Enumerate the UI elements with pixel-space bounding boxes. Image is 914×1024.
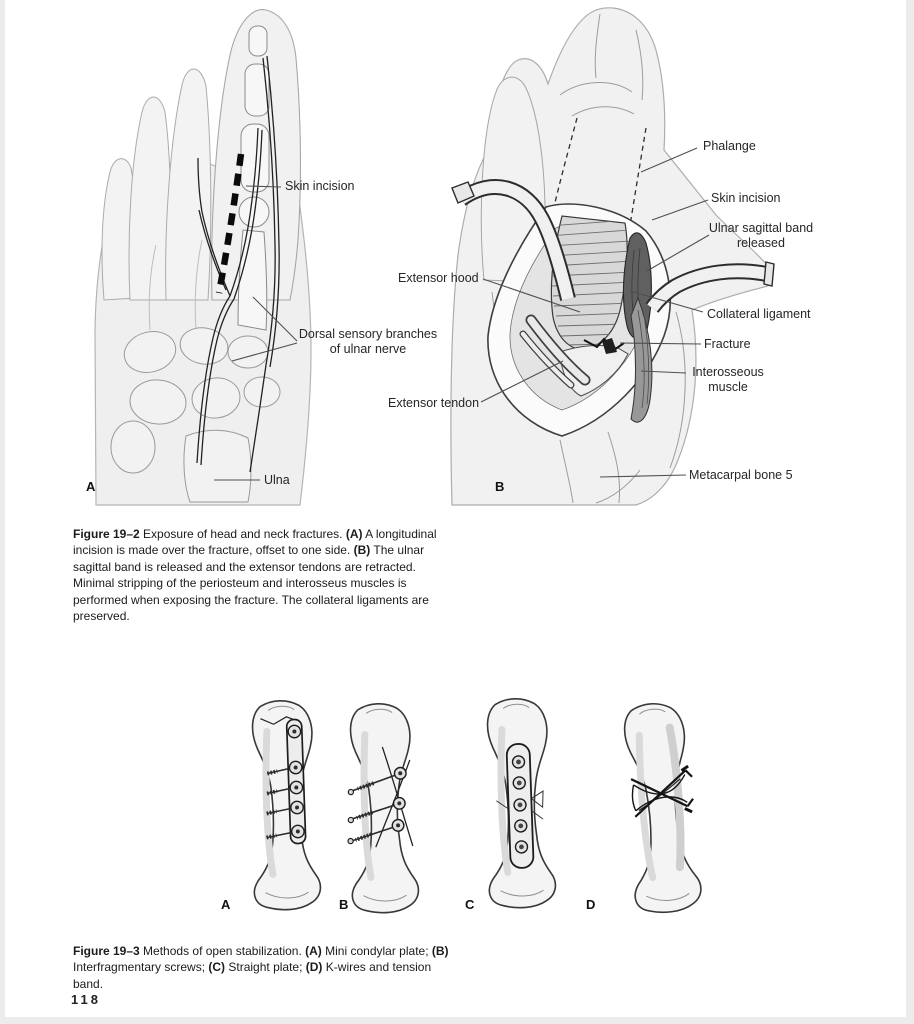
label-fracture: Fracture	[704, 337, 751, 351]
label-ulnar-sagittal-band: Ulnar sagittal band released	[708, 221, 814, 250]
label-skin-incision-b: Skin incision	[711, 191, 781, 205]
figure-19-3-caption: Figure 19–3 Methods of open stabilization. (A) Mini condylar plate; (B) Interfragmentary screws; (C) Straight plate; (D) K-wires and tension band.	[73, 944, 449, 991]
page-number: 118	[71, 992, 101, 1007]
label-extensor-tendon: Extensor tendon	[388, 396, 480, 410]
label-dorsal-sensory-branches: Dorsal sensory branches of ulnar nerve	[298, 327, 438, 356]
label-phalange: Phalange	[703, 139, 756, 153]
fig3-letter-d: D	[586, 897, 596, 912]
bone-b-interfragmentary-screws	[343, 703, 419, 914]
bone-c-straight-plate	[483, 698, 556, 909]
label-interosseous-muscle: Interosseous muscle	[692, 365, 764, 394]
page-edge-right	[906, 0, 914, 1024]
bone-d-kwires-tension-band	[619, 701, 704, 915]
label-skin-incision-a: Skin incision	[285, 179, 355, 193]
label-metacarpal-bone-5: Metacarpal bone 5	[689, 468, 793, 482]
bone-a-mini-condylar-plate	[248, 700, 321, 911]
panel-b-exposure-illustration	[451, 8, 774, 505]
fig3-letter-c: C	[465, 897, 475, 912]
fig3-letter-a: A	[221, 897, 231, 912]
page-edge-left	[0, 0, 5, 1024]
label-collateral-ligament: Collateral ligament	[707, 307, 811, 321]
label-extensor-hood: Extensor hood	[398, 271, 479, 285]
panel-letter-a: A	[86, 479, 96, 494]
figure-19-3-artwork	[0, 690, 914, 925]
figure-19-2-caption: Figure 19–2 Exposure of head and neck fractures. (A) A longitudinal incision is made over the fracture, offset to one side. (B) The ulnar sagittal band is released and the extensor tendons are retracted. Minimal stripping of the periosteum and interosseus muscles is performed when exposing the fracture. The collateral ligaments are preserved.	[73, 527, 437, 624]
panel-a-hand-illustration	[95, 10, 311, 505]
panel-letter-b: B	[495, 479, 505, 494]
label-ulna: Ulna	[264, 473, 290, 487]
fig3-letter-b: B	[339, 897, 349, 912]
page-edge-bottom	[0, 1017, 914, 1024]
